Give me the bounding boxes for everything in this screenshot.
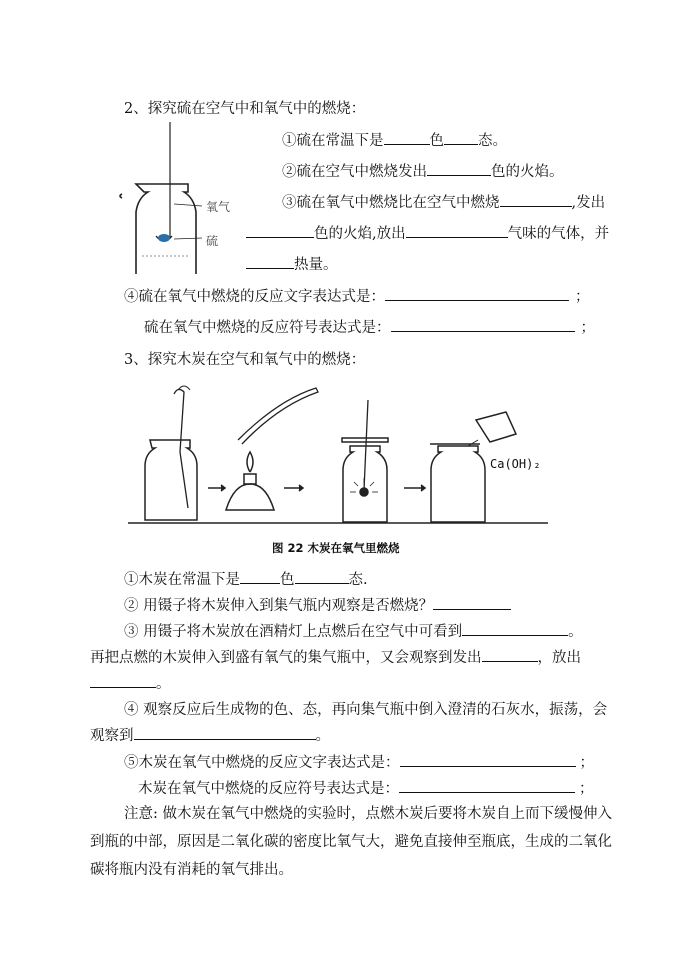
charcoal-q2: ② 用镊子将木炭伸入到集气瓶内观察是否燃烧？ [124, 594, 511, 615]
blank[interactable] [400, 752, 576, 767]
blank[interactable] [246, 223, 314, 238]
jar-3-lid [342, 438, 388, 442]
blank[interactable] [385, 286, 569, 301]
jar-left-mark [120, 194, 122, 198]
flame [247, 452, 253, 472]
figure-caption: 图 22 木炭在氧气里燃烧 [272, 541, 400, 555]
section-2-heading: 2、探究硫在空气中和氧气中的燃烧： [124, 101, 366, 117]
note-line-2: 到瓶的中部，原因是二氧化碳的密度比氧气大，避免直接伸至瓶底，生成的二氧化 [90, 834, 612, 850]
blank[interactable] [384, 130, 430, 145]
blank[interactable] [433, 595, 511, 610]
blank[interactable] [90, 673, 156, 688]
charcoal-q5-symbol: 木炭在氧气中燃烧的反应符号表达式是： ； [138, 777, 594, 798]
blank[interactable] [462, 621, 568, 636]
burning-charcoal [360, 488, 368, 496]
charcoal-q3-cont: 再把点燃的木炭伸入到盛有氧气的集气瓶中，又会观察到发出 ，放出 [90, 646, 581, 667]
blank[interactable] [500, 192, 572, 207]
charcoal-q4-cont: 观察到 。 [90, 724, 330, 745]
blank[interactable] [406, 223, 508, 238]
tongs-3 [364, 400, 368, 490]
sulfur-q4-symbol: 硫在氧气中燃烧的反应符号表达式是： ； [144, 316, 595, 337]
section-3-heading: 3、探究木炭在空气和氧气中的燃烧： [124, 352, 366, 368]
tongs-1 [174, 389, 188, 508]
note-line-1: 注意: 做木炭在氧气中燃烧的实验时，点燃木炭后要将木炭自上而下缓慢伸入 [124, 806, 612, 822]
charcoal-experiment-figure [128, 380, 548, 530]
figure-label-caoh2: Ca(OH)₂ [490, 457, 541, 471]
sulfur-q4-word: ④硫在氧气中燃烧的反应文字表达式是： ； [124, 285, 590, 306]
label-sulfur: 硫 [206, 234, 219, 248]
blank[interactable] [246, 254, 294, 269]
blank[interactable] [399, 778, 575, 793]
jar-outline [136, 184, 196, 274]
sulfur-sample [158, 234, 170, 242]
sulfur-q3-cont: 色的火焰,放出 气味的气体，并 [246, 222, 609, 243]
charcoal-q3: ③ 用镊子将木炭放在酒精灯上点燃后在空气中可看到 。 [124, 620, 583, 641]
oxygen-pointer [174, 204, 202, 206]
jar-1 [145, 440, 197, 520]
sulfur-pointer [174, 238, 202, 239]
sulfur-q1: ①硫在常温下是 色 态。 [282, 129, 507, 150]
blank[interactable] [444, 130, 478, 145]
sulfur-q2: ②硫在空气中燃烧发出 色的火焰。 [282, 160, 564, 181]
blank[interactable] [134, 725, 316, 740]
sulfur-q3: ③硫在氧气中燃烧比在空气中燃烧 ,发出 [282, 191, 605, 212]
sulfur-q3-cont2: 热量。 [246, 253, 338, 274]
blank[interactable] [240, 569, 280, 584]
charcoal-q3-cont2: 。 [90, 672, 171, 693]
label-oxygen: 氧气 [206, 200, 231, 214]
blank[interactable] [482, 647, 538, 662]
tongs-2 [238, 388, 318, 444]
jar-4 [431, 446, 485, 522]
blank[interactable] [391, 317, 575, 332]
note-line-3: 碳将瓶内没有消耗的氧气排出。 [90, 862, 293, 878]
blank[interactable] [427, 161, 491, 176]
charcoal-q4: ④ 观察反应后生成物的色、态，再向集气瓶中倒入澄清的石灰水，振荡，会 [124, 702, 608, 718]
beaker [476, 412, 516, 442]
charcoal-q5-word: ⑤木炭在氧气中燃烧的反应文字表达式是： ； [124, 751, 594, 772]
blank[interactable] [295, 569, 349, 584]
charcoal-q1: ①木炭在常温下是 色 态. [124, 568, 368, 589]
alcohol-lamp [226, 484, 274, 510]
